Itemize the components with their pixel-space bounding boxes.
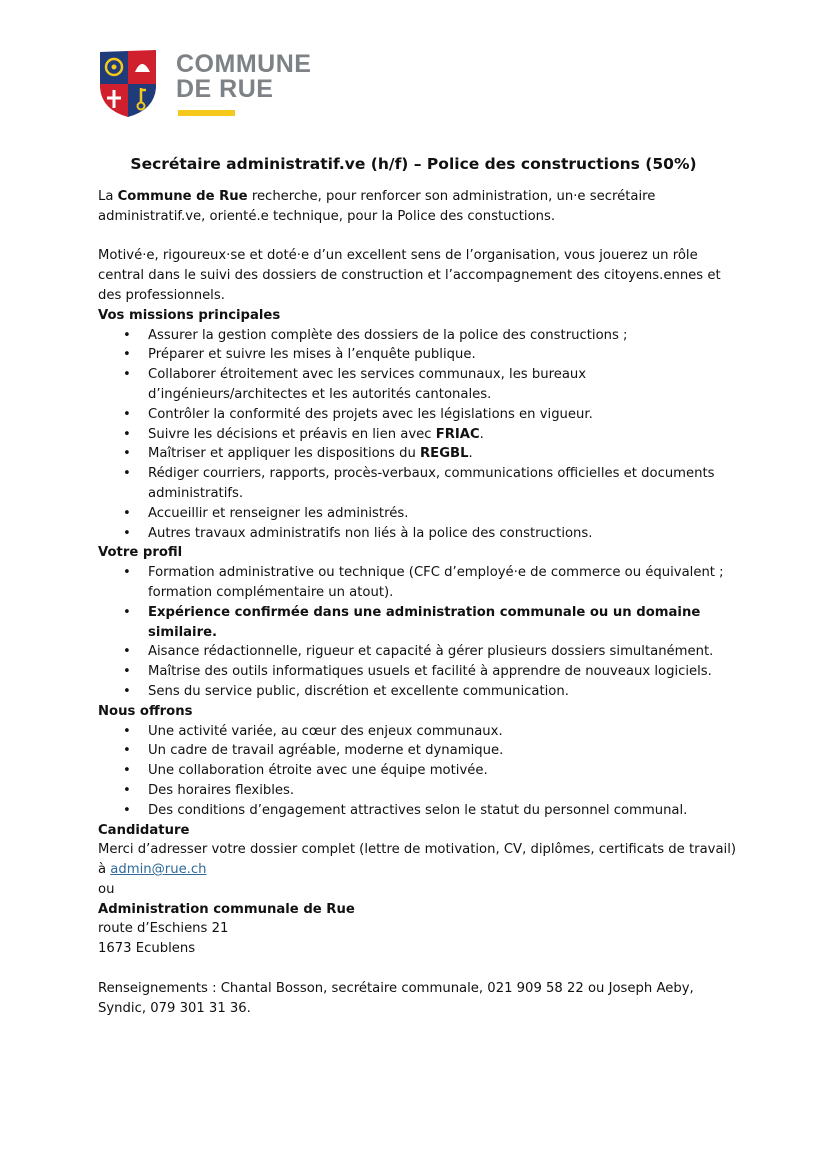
intro-paragraph-2: Motivé·e, rigoureux·se et doté·e d’un excellent sens de l’organisation, vous jouerez un rôle central dans le suivi des dossiers de construction et l’accompagnement des citoyens.ennes et des professionnels. bbox=[98, 248, 721, 303]
contact-info: Renseignements : Chantal Bosson, secrétaire communale, 021 909 58 22 ou Joseph Aeby, Syndic, 079 301 31 36. bbox=[98, 980, 694, 1016]
offer-heading: Nous offrons bbox=[98, 703, 193, 719]
missions-list bbox=[98, 326, 738, 544]
intro-bold: Commune de Rue bbox=[117, 189, 248, 204]
application-instructions: Merci d’adresser votre dossier complet (lettre de motivation, CV, diplômes, certificats de travail) à bbox=[98, 842, 737, 878]
logo-wordmark bbox=[176, 52, 311, 102]
org-name bbox=[98, 900, 738, 920]
intro-paragraph bbox=[98, 187, 738, 227]
address-city: 1673 Ecublens bbox=[98, 941, 196, 957]
list-item: • Accueillir et renseigner les administrés. bbox=[98, 504, 738, 524]
list-item: • Formation administrative ou technique (CFC d’employé·e de commerce ou équivalent ; formation complémentaire un atout). bbox=[98, 563, 738, 603]
commune-logo bbox=[98, 48, 318, 120]
item-text: . bbox=[468, 446, 473, 462]
list-item: • Collaborer étroitement avec les services communaux, les bureaux d’ingénieurs/architectes et les autorités cantonales. bbox=[98, 365, 738, 405]
list-item: • Des horaires flexibles. bbox=[98, 781, 738, 801]
list-item: • Contrôler la conformité des projets avec les législations en vigueur. bbox=[98, 405, 738, 425]
logo-line2: DE RUE bbox=[176, 75, 274, 103]
application-heading: Candidature bbox=[98, 822, 190, 838]
application-text bbox=[98, 840, 738, 880]
profile-list bbox=[98, 563, 738, 702]
missions-heading: Vos missions principales bbox=[98, 307, 281, 323]
item-text: Maîtriser et appliquer les dispositions du bbox=[148, 446, 421, 462]
page-title: Secrétaire administratif.ve (h/f) – Police des constructions (50%) bbox=[130, 155, 697, 173]
list-item bbox=[98, 425, 738, 445]
list-item: • Rédiger courriers, rapports, procès-verbaux, communications officielles et documents administratifs. bbox=[98, 464, 738, 504]
offer-list bbox=[98, 722, 738, 821]
or-text: ou bbox=[98, 881, 115, 897]
logo-line1: COMMUNE bbox=[176, 50, 312, 78]
address-street: route d’Eschiens 21 bbox=[98, 921, 229, 937]
coat-of-arms-icon bbox=[98, 48, 158, 118]
profile-heading: Votre profil bbox=[98, 545, 183, 561]
item-bold: REGBL bbox=[420, 446, 469, 462]
item-text: . bbox=[479, 426, 484, 442]
item-bold: Expérience confirmée dans une administration communale ou un domaine similaire. bbox=[148, 604, 701, 640]
document-body bbox=[98, 187, 738, 1018]
logo-accent-bar bbox=[178, 110, 235, 116]
list-item: • Autres travaux administratifs non liés à la police des constructions. bbox=[98, 524, 738, 544]
list-item: • Une activité variée, au cœur des enjeux communaux. bbox=[98, 722, 738, 742]
intro-pre: La bbox=[98, 189, 118, 204]
org-name-bold: Administration communale de Rue bbox=[98, 901, 355, 917]
list-item: • Sens du service public, discrétion et excellente communication. bbox=[98, 682, 738, 702]
list-item: • Maîtrise des outils informatiques usuels et facilité à apprendre de nouveaux logiciels. bbox=[98, 662, 738, 682]
list-item: • Aisance rédactionnelle, rigueur et capacité à gérer plusieurs dossiers simultanément. bbox=[98, 642, 738, 662]
list-item: • Une collaboration étroite avec une équipe motivée. bbox=[98, 761, 738, 781]
list-item bbox=[98, 603, 738, 643]
list-item: • Préparer et suivre les mises à l’enquête publique. bbox=[98, 345, 738, 365]
list-item bbox=[98, 444, 738, 464]
email-link[interactable]: admin@rue.ch bbox=[110, 862, 207, 878]
item-text: Suivre les décisions et préavis en lien avec bbox=[148, 426, 436, 442]
list-item: • Des conditions d’engagement attractives selon le statut du personnel communal. bbox=[98, 801, 738, 821]
list-item: • Assurer la gestion complète des dossiers de la police des constructions ; bbox=[98, 326, 738, 346]
item-bold: FRIAC bbox=[435, 426, 480, 442]
intro-post: recherche, pour renforcer son administration, un·e secrétaire administratif.ve, orienté.e technique, pour la Police des constuctions. bbox=[98, 189, 656, 224]
list-item: • Un cadre de travail agréable, moderne et dynamique. bbox=[98, 741, 738, 761]
